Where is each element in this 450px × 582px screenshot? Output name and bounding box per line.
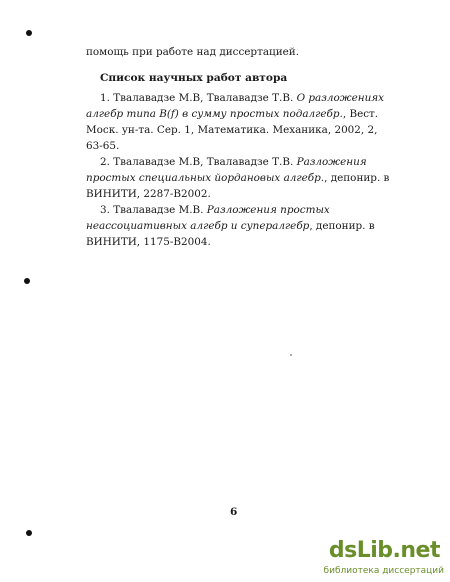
scan-speck bbox=[290, 354, 292, 356]
publication-list bbox=[86, 90, 396, 250]
item-number: 2. bbox=[100, 156, 110, 168]
item-number: 3. bbox=[100, 204, 110, 216]
item-authors: Твалавадзе М.В, Твалавадзе Т.В. bbox=[113, 92, 294, 104]
publication-item bbox=[86, 202, 396, 250]
publication-item bbox=[86, 90, 396, 154]
watermark bbox=[323, 538, 448, 580]
intro-line: помощь при работе над диссертацией. bbox=[86, 46, 300, 58]
section-heading: Список научных работ автора bbox=[100, 72, 288, 84]
watermark-logo: dsLib.net bbox=[328, 538, 440, 563]
scan-mark-middle bbox=[24, 278, 30, 284]
item-number: 1. bbox=[100, 92, 110, 104]
item-authors: Твалавадзе М.В. bbox=[113, 204, 204, 216]
item-title: Разложения простых неассоциативных алгебр и супералгебр bbox=[86, 204, 330, 232]
publication-item bbox=[86, 154, 396, 202]
watermark-subtitle: библиотека диссертаций bbox=[323, 566, 444, 576]
scan-mark-bottom bbox=[26, 530, 32, 536]
item-source: , депонир. в ВИНИТИ, 2287-В2002. bbox=[86, 172, 390, 200]
page-number: 6 bbox=[230, 506, 238, 518]
item-source: , депонир. в ВИНИТИ, 1175-В2004. bbox=[86, 220, 375, 248]
item-source: , Вест. Моск. ун-та. Сер. 1, Математика. Механика, 2002, 2, 63-65. bbox=[86, 108, 379, 152]
item-authors: Твалавадзе М.В, Твалавадзе Т.В. bbox=[113, 156, 294, 168]
scan-mark-top bbox=[26, 30, 32, 36]
item-title: О разложениях алгебр типа B(f) в сумму простых подалгебр. bbox=[86, 92, 385, 120]
item-title: Разложения простых специальных йордановых алгебр. bbox=[86, 156, 367, 184]
